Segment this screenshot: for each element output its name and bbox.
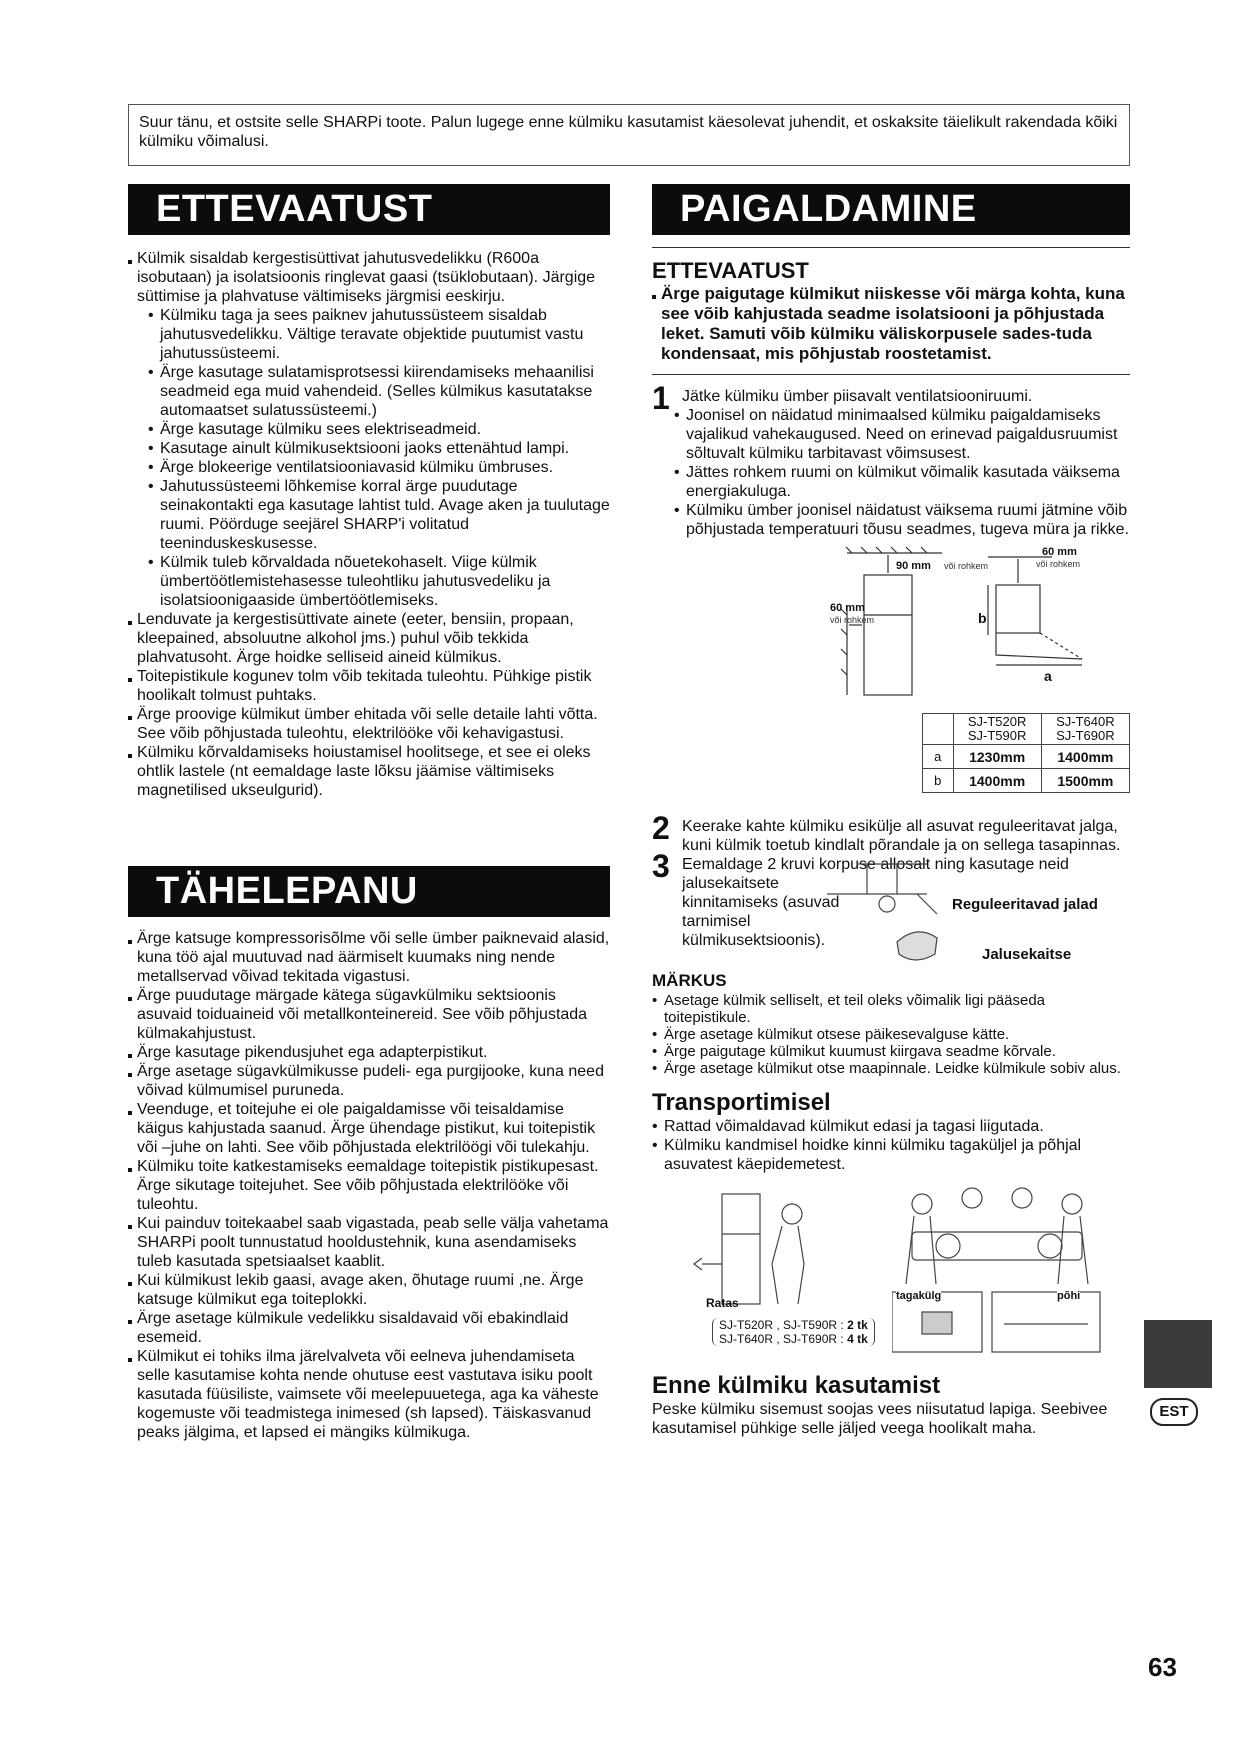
bottom-label: põhi: [1057, 1290, 1081, 1302]
caution-subitem: • Kasutage ainult külmikusektsiooni jaoks ettenähtud lampi.: [128, 439, 610, 458]
transport-heading: Transportimisel: [652, 1089, 831, 1116]
handle-count: 2 tk: [847, 1318, 868, 1332]
step-text: jalusekaitsete kinnitamiseks (asuvad tarnimisel külmikusektsioonis).: [682, 875, 840, 949]
caution-item: Toitepistikule kogunev tolm võib tekitada tuleohtu. Pühkige pistik hoolikalt tolmust puhtaks.: [128, 667, 610, 705]
attention-item: Ärge puudutage märgade kätega sügavkülmiku sektsioonis asuvaid toiduaineid või metallkonteinereid. See võib põhjustada külmakahjustust.: [128, 986, 610, 1043]
top-clearance-note: või rohkem: [944, 561, 989, 571]
step-text: Keerake kahte külmiku esikülje all asuvat reguleeritavat jalga, kuni külmik toetub kindlalt põrandale ja on sellega tasapinnas.: [682, 818, 1121, 854]
note-item: • Ärge asetage külmikut otsese päikesevalguse kätte.: [652, 1026, 1130, 1043]
foot-guard-label: Jalusekaitse: [982, 946, 1072, 963]
right-column: [652, 184, 1130, 1438]
note-item: • Asetage külmik selliselt, et teil oleks võimalik ligi pääseda toitepistikule.: [652, 992, 1130, 1026]
installation-caution-text: Ärge paigutage külmikut niiskesse või märga kohta, kuna see võib kahjustada seadme isolatsiooni ja põhjustada leket. Samuti võib külmiku väliskorpusele sades-tuda kondensaat, mis põhjustab roostetamist.: [652, 284, 1130, 364]
caution-item: Külmik sisaldab kergestisüttivat jahutusvedelikku (R600a isobutaan) ja isolatsioonis ringlevat gaasi (tsüklobutaan). Järgige süttimise ja plahvatuse vältimiseks järgmisi eeskirju.: [128, 249, 610, 306]
language-tab: [1144, 1320, 1212, 1388]
model-header: SJ-T690R: [1056, 728, 1115, 743]
before-use-heading: Enne külmiku kasutamist: [652, 1372, 941, 1399]
top-clearance-label: 90 mm: [896, 560, 931, 572]
model-header: SJ-T640R: [1056, 714, 1115, 729]
clearance-diagram: [652, 545, 1130, 705]
side-clearance-label: 60 mm: [830, 602, 865, 614]
row-label: b: [923, 769, 954, 793]
row-label: a: [923, 745, 954, 769]
models-label: SJ-T520R , SJ-T590R :: [719, 1318, 844, 1332]
caution-subitem: • Külmiku taga ja sees paiknev jahutussüsteem sisaldab jahutusvedelikku. Vältige teravate objektide puutumist vastu jahutussüsteemi.: [128, 306, 610, 363]
table-cell: 1400mm: [1041, 745, 1129, 769]
divider: [652, 247, 1130, 248]
attention-item: Ärge asetage külmikule vedelikku sisaldavaid või ebakindlaid esemeid.: [128, 1309, 610, 1347]
attention-item: Kui külmikust lekib gaasi, avage aken, õhutage ruumi ,ne. Ärge katsuge külmikut ega toiteplokki.: [128, 1271, 610, 1309]
caution-item: Lenduvate ja kergestisüttivate ainete (eeter, bensiin, propaan, kleepained, absoluutne alkohol jms.) puhul võib tekkida plahvatusoht. Ärge hoidke selliseid aineid külmikus.: [128, 610, 610, 667]
caution-subitem: • Ärge blokeerige ventilatsiooniavasid külmiku ümbruses.: [128, 458, 610, 477]
attention-item: Ärge katsuge kompressorisõlme või selle ümber paiknevaid alasid, kuna töö ajal muutuvad nad äärmiselt kuumaks ning nende metallservad võivad tekitada vigastusi.: [128, 929, 610, 986]
model-header: SJ-T590R: [967, 728, 1027, 743]
models-label: SJ-T640R , SJ-T690R :: [719, 1332, 844, 1346]
caution-subitem: • Jahutussüsteemi lõhkemise korral ärge puudutage seinakontakti ega kasutage lahtist tuld. Avage aken ja tuulutage ruumi. Pöörduge seejärel SHARP'i volitatud teeninduskeskusesse.: [128, 477, 610, 553]
step-text: Eemaldage 2 kruvi korpuse allosalt ning kasutage neid: [682, 856, 1069, 873]
side-clearance-note: või rohkem: [830, 615, 875, 625]
step-text: Jätke külmiku ümber piisavalt ventilatsiooniruumi.: [682, 388, 1033, 405]
caution-item: Ärge proovige külmikut ümber ehitada või selle detaile lahti võtta. See võib põhjustada tuleohtu, elektrilööke või kehavigastusi.: [128, 705, 610, 743]
installation-caution-heading: ETTEVAATUST: [652, 258, 809, 283]
attention-item: Kui painduv toitekaabel saab vigastada, peab selle välja vahetama SHARPi poolt tunnustatud hooldustehnik, kuna asendamiseks tuleb kasutada spetsiaalset kaablit.: [128, 1214, 610, 1271]
step-number: 3: [652, 848, 670, 884]
attention-item: Veenduge, et toitejuhe ei ole paigaldamisse või teisaldamise käigus kahjustada saanud. Ärge ühendage pistikut, kui toitepistik või –juhe on lahti. See võib põhjustada elektrilöögi või tulekahju.: [128, 1100, 610, 1157]
attention-item: Külmiku toite katkestamiseks eemaldage toitepistik pistikupesast. Ärge sikutage toitejuhet. See võib põhjustada elektrilööke või tuleohtu.: [128, 1157, 610, 1214]
clearance-figure: [652, 545, 1130, 813]
caution-subitem: • Ärge kasutage külmiku sees elektriseadmeid.: [128, 420, 610, 439]
handle-count-box: [712, 1318, 875, 1346]
step-1-bullet: • Külmiku ümber joonisel näidatust väiksema ruumi jätmine võib põhjustada temperatuuri tõusu seadmes, tugeva müra ja rikke.: [652, 501, 1130, 539]
step-1-bullet: • Joonisel on näidatud minimaalsed külmiku paigaldamiseks vajalikud vahekaugused. Need on erinevad paigaldusruumist sõltuvalt külmiku tarbitavast võimsusest.: [652, 406, 1130, 463]
attention-banner: TÄHELEPANU: [128, 866, 610, 917]
page-number: 63: [1148, 1652, 1177, 1682]
table-cell: 1400mm: [953, 769, 1041, 793]
attention-item: Külmikut ei tohiks ilma järelvalveta või eelneva juhendamiseta selle kasutamise kohta nende ohutuse eest vastutava isiku poolt kasutada füüsiliste, vaimsete või meelepuuetega, aga ka väheste kogemuste või teadmistega inimesed (sh lapsed). Täiskasvanud peaks jälgima, et lapsed ei mängiks külmikuga.: [128, 1347, 610, 1442]
dimension-a: a: [1044, 668, 1052, 684]
dimension-b: b: [978, 610, 987, 626]
attention-item: Ärge kasutage pikendusjuhet ega adapterpistikut.: [128, 1043, 610, 1062]
transport-figure: [652, 1184, 1130, 1360]
note-item: • Ärge paigutage külmikut kuumust kiirgava seadme kõrvale.: [652, 1043, 1130, 1060]
note-item: • Ärge asetage külmikut otse maapinnale. Leidke külmikule sobiv alus.: [652, 1060, 1130, 1077]
installation-banner: PAIGALDAMINE: [652, 184, 1130, 235]
step-3-detail: [652, 874, 1130, 970]
right-clearance-note: või rohkem: [1036, 559, 1081, 569]
right-clearance-label: 60 mm: [1042, 546, 1077, 558]
table-cell: 1230mm: [953, 745, 1041, 769]
step-1-bullet: • Jättes rohkem ruumi on külmikut võimalik kasutada väiksema energiakuluga.: [652, 463, 1130, 501]
before-use-text: Peske külmiku sisemust soojas vees niisutatud lapiga. Seebivee kasutamisel pühkige selle jäljed veega hoolikalt maha.: [652, 1401, 1108, 1437]
intro-box: Suur tänu, et ostsite selle SHARPi toote. Palun lugege enne külmiku kasutamist käesolevat juhendit, et oskaksite täielikult rakendada kõiki külmiku võimalusi.: [128, 104, 1130, 166]
left-column: [128, 184, 610, 1442]
language-badge: EST: [1150, 1398, 1198, 1426]
transport-carry-illustration: [892, 1184, 1102, 1354]
caution-banner: ETTEVAATUST: [128, 184, 610, 235]
step-2: [652, 810, 1130, 855]
transport-item: • Külmiku kandmisel hoidke kinni külmiku tagaküljel ja põhjal asuvatest käepidemetest.: [652, 1136, 1130, 1174]
dimension-table: [922, 713, 1130, 793]
caution-item: Külmiku kõrvaldamiseks hoiustamisel hoolitsege, et see ei oleks ohtlik lastele (nt eemaldage laste lõksu jäämise vältimiseks magnetilised ukseulgurid).: [128, 743, 610, 800]
attention-item: Ärge asetage sügavkülmikusse pudeli- ega purgijooke, kuna need võivad külmumisel puruneda.: [128, 1062, 610, 1100]
model-header: SJ-T520R: [967, 714, 1027, 729]
handle-count: 4 tk: [847, 1332, 868, 1346]
transport-wheel-illustration: [692, 1184, 892, 1314]
caution-subitem: • Ärge kasutage sulatamisprotsessi kiirendamiseks mehaanilisi seadmeid ega muid vahendeid. (Selles külmikus kasutatakse automaatset sulatussüsteemi.): [128, 363, 610, 420]
transport-item: • Rattad võimaldavad külmikut edasi ja tagasi liigutada.: [652, 1117, 1130, 1136]
caution-subitem: • Külmik tuleb kõrvaldada nõuetekohaselt. Viige külmik ümbertöötlemistehasesse tuleohtliku jahutusvedeliku ja isolatsioonigaaside ümbertöötlemiseks.: [128, 553, 610, 610]
step-number: 1: [652, 380, 670, 416]
wheel-label: Ratas: [706, 1296, 739, 1310]
back-side-label: tagakülg: [896, 1290, 942, 1302]
step-number: 2: [652, 810, 670, 846]
note-heading: MÄRKUS: [652, 971, 727, 990]
divider: [652, 374, 1130, 375]
adjustable-feet-label: Reguleeritavad jalad: [952, 896, 1098, 913]
step-1: [652, 380, 1130, 416]
table-cell: 1500mm: [1041, 769, 1129, 793]
